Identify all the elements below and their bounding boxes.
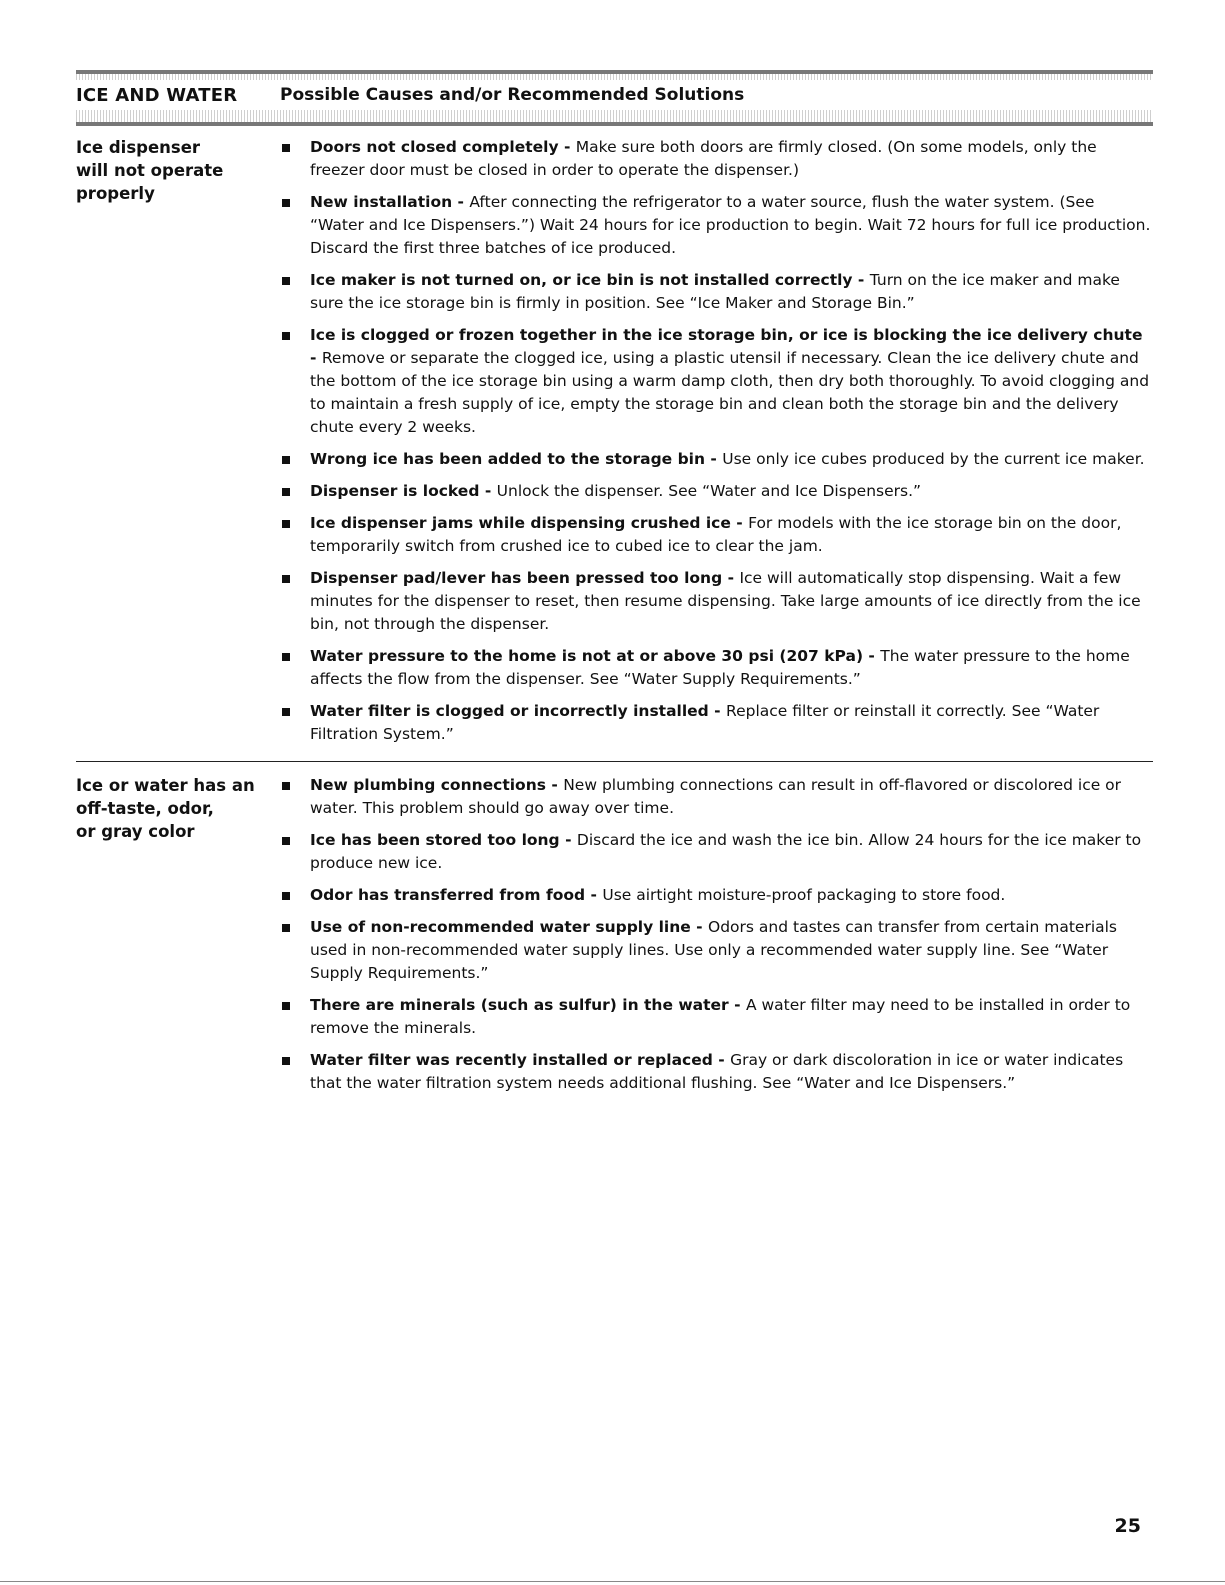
bullet-icon — [276, 884, 310, 907]
troubleshooting-table — [76, 126, 1153, 1110]
cause-text: Wrong ice has been added to the storage bin — [310, 450, 706, 468]
list-item: Ice maker is not turned on, or ice bin is not installed correctly - Turn on the ice maker and make sure the ice storage bin is firmly in position. See “Ice Maker and Storage Bin.” — [276, 269, 1153, 315]
problem-label: Ice or water has an off-taste, odor, or gray color — [76, 776, 255, 841]
solutions-list — [276, 774, 1153, 1104]
cause-text: Ice dispenser jams while dispensing crushed ice — [310, 514, 731, 532]
solution-text: Odors and tastes can transfer from certain materials used in non-recommended water supply lines. Use only a recommended water supply line. See “Water Supply Requirements.” — [310, 918, 1118, 982]
list-item: Wrong ice has been added to the storage bin - Use only ice cubes produced by the current ice maker. — [276, 448, 1153, 471]
bullet-icon — [276, 774, 310, 820]
solution-text: Unlock the dispenser. See “Water and Ice Dispensers.” — [496, 482, 922, 500]
solution-text: Make sure both doors are firmly closed. (On some models, only the freezer door must be closed in order to operate the dispenser.) — [310, 138, 1097, 179]
problem-section — [76, 761, 1153, 1110]
cause-text: Doors not closed completely — [310, 138, 559, 156]
cause-text: Water pressure to the home is not at or above 30 psi (207 kPa) — [310, 647, 864, 665]
list-item: Ice dispenser jams while dispensing crushed ice - For models with the ice storage bin on the door, temporarily switch from crushed ice to cubed ice to clear the jam. — [276, 512, 1153, 558]
solution-text: The water pressure to the home affects the flow from the dispenser. See “Water Supply Requirements.” — [310, 647, 1130, 688]
solution-text: Use only ice cubes produced by the current ice maker. — [722, 450, 1145, 468]
bullet-icon — [276, 448, 310, 471]
list-item: Water filter is clogged or incorrectly installed - Replace filter or reinstall it correctly. See “Water Filtration System.” — [276, 700, 1153, 746]
list-item: Water pressure to the home is not at or above 30 psi (207 kPa) - The water pressure to the home affects the flow from the dispenser. See “Water Supply Requirements.” — [276, 645, 1153, 691]
section-title: ICE AND WATER — [76, 84, 238, 106]
bullet-icon — [276, 1049, 310, 1095]
bullet-icon — [276, 191, 310, 260]
problem-label: Ice dispenser will not operate properly — [76, 138, 224, 203]
solution-text: Turn on the ice maker and make sure the ice storage bin is firmly in position. See “Ice Maker and Storage Bin.” — [310, 271, 1120, 312]
list-item: Ice is clogged or frozen together in the ice storage bin, or ice is blocking the ice delivery chute - Remove or separate the clogged ice, using a plastic utensil if necessary. Clean the ice delivery chute and the bottom of the ice storage bin using a warm damp cloth, then dry both thoroughly. To avoid clogging and to maintain a fresh supply of ice, empty the storage bin and clean both the storage bin and the delivery chute every 2 weeks. — [276, 324, 1153, 439]
list-item: Dispenser is locked - Unlock the dispenser. See “Water and Ice Dispensers.” — [276, 480, 1153, 503]
bullet-icon — [276, 700, 310, 746]
list-item: Ice has been stored too long - Discard the ice and wash the ice bin. Allow 24 hours for the ice maker to produce new ice. — [276, 829, 1153, 875]
list-item: Water filter was recently installed or replaced - Gray or dark discoloration in ice or water indicates that the water filtration system needs additional flushing. See “Water and Ice Dispensers.” — [276, 1049, 1153, 1095]
list-item: Doors not closed completely - Make sure both doors are firmly closed. (On some models, only the freezer door must be closed in order to operate the dispenser.) — [276, 136, 1153, 182]
bullet-icon — [276, 994, 310, 1040]
solution-text: Replace filter or reinstall it correctly. See “Water Filtration System.” — [310, 702, 1100, 743]
bullet-icon — [276, 916, 310, 985]
cause-text: Odor has transferred from food — [310, 886, 586, 904]
list-item: Dispenser pad/lever has been pressed too long - Ice will automatically stop dispensing. Wait a few minutes for the dispenser to reset, then resume dispensing. Take large amounts of ice directly from the ice bin, not through the dispenser. — [276, 567, 1153, 636]
table-header — [76, 70, 1153, 126]
troubleshooting-page — [76, 70, 1153, 1110]
solution-text: Use airtight moisture-proof packaging to store food. — [602, 886, 1006, 904]
solution-text: Ice will automatically stop dispensing. Wait a few minutes for the dispenser to reset, then resume dispensing. Take large amounts of ice directly from the ice bin, not through the dispenser. — [310, 569, 1141, 633]
cause-text: Dispenser is locked — [310, 482, 480, 500]
solution-text: A water filter may need to be installed in order to remove the minerals. — [310, 996, 1131, 1037]
bullet-icon — [276, 324, 310, 439]
cause-text: Use of non-recommended water supply line — [310, 918, 691, 936]
list-item: Use of non-recommended water supply line - Odors and tastes can transfer from certain materials used in non-recommended water supply lines. Use only a recommended water supply line. See “Water Supply Requirements.” — [276, 916, 1153, 985]
list-item: Odor has transferred from food - Use airtight moisture-proof packaging to store food. — [276, 884, 1153, 907]
column-heading: Possible Causes and/or Recommended Solutions — [280, 85, 745, 105]
solution-text: After connecting the refrigerator to a water source, flush the water system. (See “Water and Ice Dispensers.”) Wait 24 hours for ice production to begin. Wait 72 hours for full ice production. Discard the first three batches of ice produced. — [310, 193, 1151, 257]
bullet-icon — [276, 269, 310, 315]
list-item: There are minerals (such as sulfur) in the water - A water filter may need to be installed in order to remove the minerals. — [276, 994, 1153, 1040]
solutions-list — [276, 136, 1153, 755]
bullet-icon — [276, 829, 310, 875]
solution-text: Discard the ice and wash the ice bin. Allow 24 hours for the ice maker to produce new ice. — [310, 831, 1142, 872]
bullet-icon — [276, 645, 310, 691]
problem-section — [76, 126, 1153, 761]
cause-text: Ice is clogged or frozen together in the ice storage bin, or ice is blocking the ice delivery chute — [310, 326, 1143, 344]
page-bottom-rule — [0, 1581, 1225, 1582]
solution-text: Gray or dark discoloration in ice or water indicates that the water filtration system needs additional flushing. See “Water and Ice Dispensers.” — [310, 1051, 1124, 1092]
cause-text: Water filter was recently installed or replaced — [310, 1051, 713, 1069]
bullet-icon — [276, 567, 310, 636]
page-number: 25 — [1114, 1515, 1141, 1537]
bullet-icon — [276, 136, 310, 182]
cause-text: Dispenser pad/lever has been pressed too long — [310, 569, 723, 587]
cause-text: Water filter is clogged or incorrectly installed — [310, 702, 709, 720]
bullet-icon — [276, 480, 310, 503]
solution-text: For models with the ice storage bin on the door, temporarily switch from crushed ice to cubed ice to clear the jam. — [310, 514, 1122, 555]
list-item: New plumbing connections - New plumbing connections can result in off-flavored or discolored ice or water. This problem should go away over time. — [276, 774, 1153, 820]
bullet-icon — [276, 512, 310, 558]
cause-text: Ice maker is not turned on, or ice bin is not installed correctly — [310, 271, 853, 289]
cause-text: New plumbing connections — [310, 776, 546, 794]
solution-text: New plumbing connections can result in off-flavored or discolored ice or water. This problem should go away over time. — [310, 776, 1122, 817]
cause-text: There are minerals (such as sulfur) in the water — [310, 996, 729, 1014]
cause-text: Ice has been stored too long — [310, 831, 560, 849]
solution-text: Remove or separate the clogged ice, using a plastic utensil if necessary. Clean the ice delivery chute and the bottom of the ice storage bin using a warm damp cloth, then dry both thoroughly. To avoid clogging and to maintain a fresh supply of ice, empty the storage bin and clean both the storage bin and the delivery chute every 2 weeks. — [310, 349, 1150, 436]
cause-text: New installation — [310, 193, 453, 211]
list-item: New installation - After connecting the refrigerator to a water source, flush the water system. (See “Water and Ice Dispensers.”) Wait 24 hours for ice production to begin. Wait 72 hours for full ice production. Discard the first three batches of ice produced. — [276, 191, 1153, 260]
